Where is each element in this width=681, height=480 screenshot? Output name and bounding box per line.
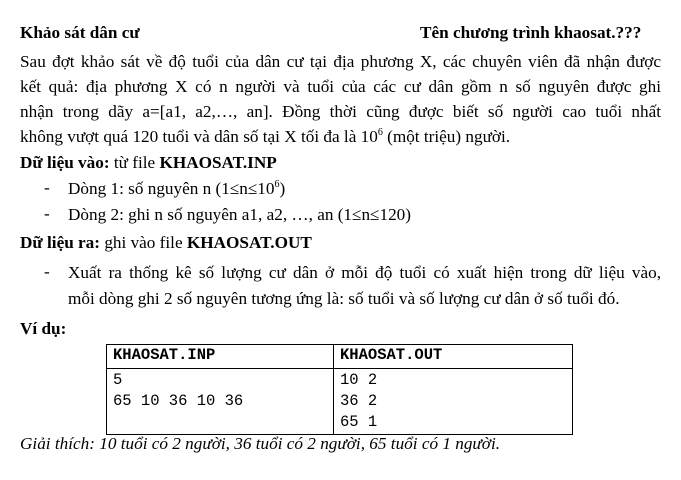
output-item-1-line-1: Xuất ra thống kê số lượng cư dân ở mỗi độ tuổi có xuất hiện trong dữ liệu vào, xyxy=(68,263,661,282)
example-label: Ví dụ: xyxy=(20,319,67,338)
output-file-name: KHAOSAT.OUT xyxy=(186,233,312,252)
program-name: Tên chương trình khaosat.??? xyxy=(420,23,642,42)
example-input-line: 65 10 36 10 36 xyxy=(113,392,244,410)
intro-line-2: kết quả: địa phương X có n người và tuổi của các cư dân gồm n số nguyên được ghi xyxy=(20,77,661,96)
input-bullet-1: - xyxy=(44,178,50,197)
input-bullet-2: - xyxy=(44,204,50,223)
input-item-1-text: Dòng 1: số nguyên n (1≤n≤10 xyxy=(68,179,275,198)
intro-line-1: Sau đợt khảo sát về độ tuổi của dân cư tại địa phương X, các chuyên viên đã nhận được xyxy=(20,52,661,71)
input-text: từ file xyxy=(109,153,160,172)
example-output-line: 36 2 xyxy=(340,392,378,410)
example-input-line: 5 xyxy=(113,371,123,389)
example-input-header: KHAOSAT.INP xyxy=(107,345,334,369)
example-output-line: 10 2 xyxy=(340,371,378,389)
output-bullet-1: - xyxy=(44,262,50,281)
output-item-1-line-2: mỗi dòng ghi 2 số nguyên tương ứng là: số tuổi và số lượng cư dân ở số tuổi đó. xyxy=(68,289,620,308)
output-section-heading xyxy=(20,232,312,254)
intro-line-4 xyxy=(20,126,510,148)
intro-line-4-text: không vượt quá 120 tuổi và dân số tại X tối đa là 10 xyxy=(20,127,378,146)
input-section-heading xyxy=(20,152,277,174)
example-table xyxy=(106,344,573,435)
input-label: Dữ liệu vào: xyxy=(20,153,110,172)
intro-line-3: nhận trong dãy a=[a1, a2,…, an]. Đồng thời cũng được biết số người cao tuổi nhất xyxy=(20,102,661,121)
example-input-cell xyxy=(107,369,334,435)
input-file-name: KHAOSAT.INP xyxy=(159,153,277,172)
input-item-1 xyxy=(68,178,285,200)
input-item-2: Dòng 2: ghi n số nguyên a1, a2, …, an (1≤n≤120) xyxy=(68,205,411,224)
example-output-line: 65 1 xyxy=(340,413,378,431)
output-label: Dữ liệu ra: xyxy=(20,233,101,252)
intro-line-4-tail: (một triệu) người. xyxy=(382,127,511,146)
problem-title: Khảo sát dân cư xyxy=(20,23,140,42)
example-output-cell xyxy=(334,369,573,435)
input-item-1-tail: ) xyxy=(279,179,286,198)
input-item-1-superscript: 6 xyxy=(274,179,280,190)
intro-superscript: 6 xyxy=(377,127,383,138)
output-text: ghi vào file xyxy=(100,233,187,252)
explanation-note: Giải thích: 10 tuổi có 2 người, 36 tuổi có 2 người, 65 tuổi có 1 người. xyxy=(20,434,501,453)
example-body-row xyxy=(107,369,573,435)
example-header-row xyxy=(107,345,573,369)
example-output-header: KHAOSAT.OUT xyxy=(334,345,573,369)
